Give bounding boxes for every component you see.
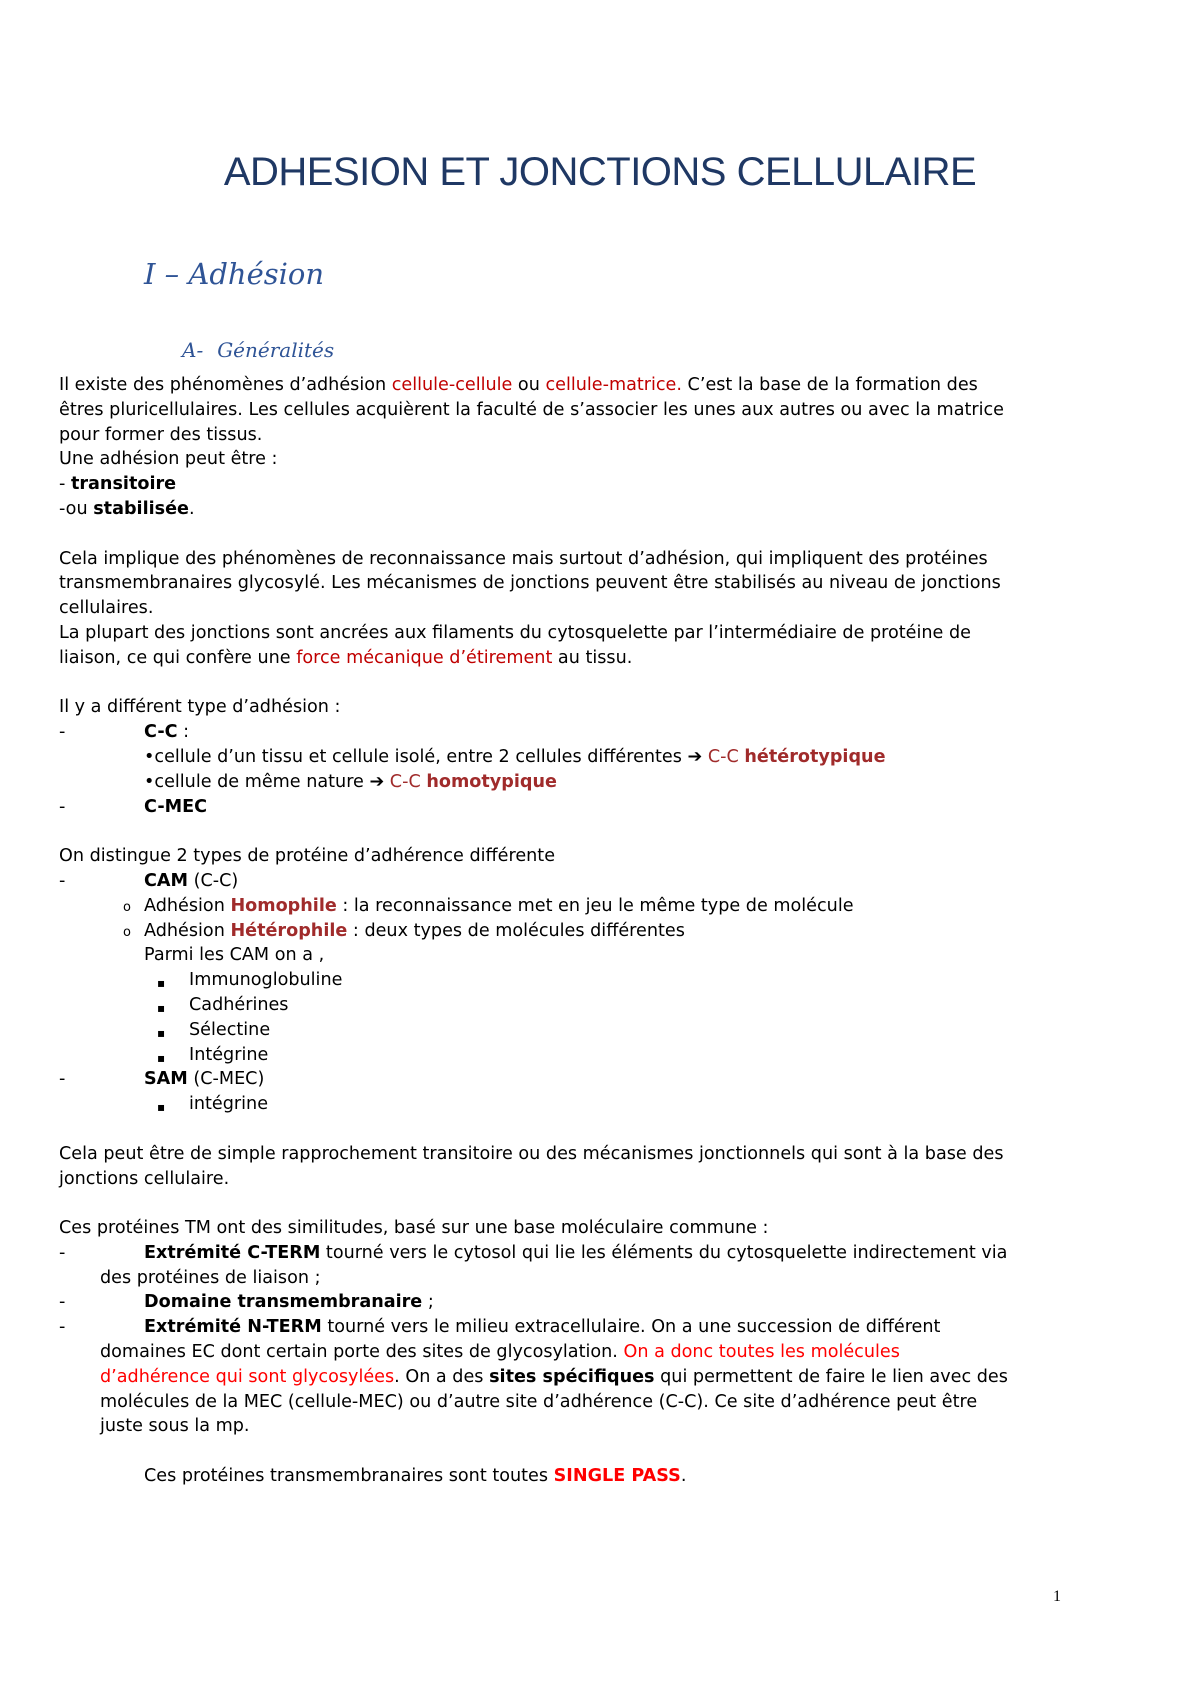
text-line: Une adhésion peut être : bbox=[59, 449, 278, 470]
list-item bbox=[59, 1092, 1159, 1117]
text-run: . On a des bbox=[394, 1366, 490, 1387]
text-run: ou bbox=[512, 375, 546, 395]
text-line: Ces protéines TM ont des similitudes, basé sur une base moléculaire commune : bbox=[59, 1218, 769, 1239]
text-run: C-C bbox=[384, 771, 427, 792]
text-run: - bbox=[59, 474, 71, 495]
text-run: Adhésion bbox=[144, 895, 231, 916]
list-item bbox=[59, 770, 1159, 795]
text-line bbox=[59, 1390, 1159, 1415]
square-bullet-icon: ▪ bbox=[157, 1050, 166, 1065]
highlight-force-mecanique: force mécanique d’étirement bbox=[296, 647, 553, 668]
text-line bbox=[59, 1365, 1159, 1390]
text-run: : deux types de molécules différentes bbox=[347, 920, 685, 941]
circle-bullet-icon: o bbox=[123, 924, 131, 940]
highlight-glycosylees: On a donc toutes les molécules bbox=[623, 1342, 900, 1363]
term-c-c: C-C bbox=[144, 722, 178, 743]
text-line bbox=[59, 1340, 1159, 1365]
text-run: C’est la base de la formation des bbox=[681, 375, 978, 395]
list-item bbox=[59, 795, 1159, 820]
dash-bullet: - bbox=[59, 870, 66, 891]
term-cam: CAM bbox=[144, 870, 189, 891]
sam-item: intégrine bbox=[189, 1094, 269, 1115]
paragraph-gap bbox=[59, 1191, 1159, 1216]
term-sites-specifiques: sites spécifiques bbox=[489, 1366, 655, 1387]
text-run: Adhésion bbox=[144, 920, 231, 941]
text-run: : la reconnaissance met en jeu le même type de molécule bbox=[336, 895, 854, 916]
arrow-right-icon: ➔ bbox=[687, 746, 703, 767]
subsection-number: A- bbox=[182, 338, 204, 362]
paragraph-gap bbox=[59, 1117, 1159, 1142]
list-item bbox=[59, 919, 1159, 944]
text-line bbox=[59, 373, 1159, 398]
square-bullet-icon: ▪ bbox=[157, 1025, 166, 1040]
text-line bbox=[59, 646, 1159, 671]
term-heterotypique: hétérotypique bbox=[744, 746, 886, 767]
paragraph-gap bbox=[59, 671, 1159, 696]
text-run: : bbox=[177, 722, 190, 743]
text-run: au tissu. bbox=[552, 647, 633, 668]
bullet-icon: • bbox=[144, 771, 155, 792]
highlight-cellule-matrice: cellule-matrice. bbox=[545, 375, 682, 395]
list-item bbox=[59, 1315, 1159, 1340]
text-line: jonctions cellulaire. bbox=[59, 1168, 230, 1189]
list-item bbox=[59, 894, 1159, 919]
text-run: Ces protéines transmembranaires sont toutes bbox=[144, 1466, 554, 1487]
cam-item: Sélectine bbox=[189, 1019, 271, 1040]
text-line bbox=[59, 943, 1159, 968]
dash-bullet: - bbox=[59, 1317, 66, 1338]
list-item bbox=[59, 1043, 1159, 1068]
text-line: Cela peut être de simple rapprochement transitoire ou des mécanismes jonctionnels qui sont à la base des bbox=[59, 1143, 1004, 1164]
text-line bbox=[59, 1414, 1159, 1439]
term-n-term: Extrémité N-TERM bbox=[144, 1317, 322, 1338]
text-run: tourné vers le milieu extracellulaire. On a une succession de différent bbox=[321, 1317, 941, 1338]
text-run: domaines EC dont certain porte des sites de glycosylation. bbox=[100, 1342, 624, 1363]
cam-item: Cadhérines bbox=[189, 994, 289, 1015]
dash-bullet: - bbox=[59, 796, 66, 817]
text-line: cellulaires. bbox=[59, 598, 154, 619]
text-run: -ou bbox=[59, 498, 94, 519]
text-run: (C-C) bbox=[188, 870, 239, 891]
text-run: tourné vers le cytosol qui lie les éléments du cytosquelette indirectement via bbox=[320, 1242, 1008, 1263]
circle-bullet-icon: o bbox=[123, 899, 131, 915]
page-number: 1 bbox=[1053, 1588, 1061, 1605]
term-heterophile: Hétérophile bbox=[230, 920, 348, 941]
text-run: juste sous la mp. bbox=[100, 1416, 250, 1437]
text-run: . bbox=[680, 1466, 687, 1487]
term-single-pass: SINGLE PASS bbox=[553, 1466, 681, 1487]
text-run: cellule de même nature bbox=[154, 771, 370, 792]
paragraph-gap bbox=[59, 819, 1159, 844]
dash-bullet: - bbox=[59, 1069, 66, 1090]
term-c-mec: C-MEC bbox=[144, 796, 208, 817]
text-run: cellule d’un tissu et cellule isolé, entre 2 cellules différentes bbox=[154, 746, 688, 767]
list-item bbox=[59, 1018, 1159, 1043]
text-run: ; bbox=[422, 1292, 434, 1313]
list-item bbox=[59, 968, 1159, 993]
paragraph-gap bbox=[59, 522, 1159, 547]
text-line: pour former des tissus. bbox=[59, 424, 263, 445]
text-line bbox=[59, 497, 1159, 522]
text-run: Parmi les CAM on a , bbox=[144, 945, 325, 966]
dash-bullet: - bbox=[59, 1242, 66, 1263]
section-heading-adhesion: I – Adhésion bbox=[144, 257, 325, 291]
list-item bbox=[59, 1290, 1159, 1315]
arrow-right-icon: ➔ bbox=[369, 771, 385, 792]
bullet-icon: • bbox=[144, 746, 155, 767]
term-stabilisee: stabilisée bbox=[93, 498, 189, 519]
term-homotypique: homotypique bbox=[426, 771, 557, 792]
term-sam: SAM bbox=[144, 1069, 188, 1090]
text-line bbox=[59, 1266, 1159, 1291]
text-line: Cela implique des phénomènes de reconnaissance mais surtout d’adhésion, qui impliquent des protéines bbox=[59, 548, 988, 569]
square-bullet-icon: ▪ bbox=[157, 1000, 166, 1015]
text-line bbox=[59, 472, 1159, 497]
list-item bbox=[59, 1067, 1159, 1092]
text-line: La plupart des jonctions sont ancrées aux filaments du cytosquelette par l’intermédiaire de protéine de bbox=[59, 622, 971, 643]
cam-item: Immunoglobuline bbox=[189, 970, 343, 991]
term-c-term: Extrémité C-TERM bbox=[144, 1242, 321, 1263]
list-item bbox=[59, 745, 1159, 770]
square-bullet-icon: ▪ bbox=[157, 1100, 166, 1115]
text-line: transmembranaires glycosylé. Les mécanismes de jonctions peuvent être stabilisés au niveau de jonctions bbox=[59, 573, 1001, 594]
dash-bullet: - bbox=[59, 722, 66, 743]
term-domaine-transmembranaire: Domaine transmembranaire bbox=[144, 1292, 423, 1313]
document-body bbox=[59, 373, 1159, 1489]
text-line: Il y a différent type d’adhésion : bbox=[59, 697, 341, 718]
highlight-cellule-cellule: cellule-cellule bbox=[391, 375, 513, 395]
subsection-heading-generalites bbox=[182, 338, 334, 362]
text-run: qui permettent de faire le lien avec des bbox=[654, 1366, 1008, 1387]
text-run: des protéines de liaison ; bbox=[100, 1267, 321, 1288]
term-homophile: Homophile bbox=[230, 895, 337, 916]
term-transitoire: transitoire bbox=[70, 474, 177, 495]
list-item bbox=[59, 869, 1159, 894]
cam-item: Intégrine bbox=[189, 1044, 269, 1065]
text-run: (C-MEC) bbox=[187, 1069, 265, 1090]
subsection-label: Généralités bbox=[217, 338, 335, 362]
text-line bbox=[59, 1464, 1159, 1489]
text-run: C-C bbox=[702, 746, 745, 767]
text-line: êtres pluricellulaires. Les cellules acquièrent la faculté de s’associer les unes aux autres ou avec la matrice bbox=[59, 399, 1004, 420]
list-item bbox=[59, 720, 1159, 745]
text-run: Il existe des phénomènes d’adhésion bbox=[59, 375, 392, 395]
list-item bbox=[59, 1241, 1159, 1266]
text-run: . bbox=[188, 498, 195, 519]
list-item bbox=[59, 993, 1159, 1018]
dash-bullet: - bbox=[59, 1292, 66, 1313]
text-line: On distingue 2 types de protéine d’adhérence différente bbox=[59, 846, 556, 867]
document-title: ADHESION ET JONCTIONS CELLULAIRE bbox=[223, 150, 977, 194]
text-run: molécules de la MEC (cellule-MEC) ou d’autre site d’adhérence (C-C). Ce site d’adhérence peut être bbox=[100, 1391, 978, 1412]
highlight-glycosylees: d’adhérence qui sont glycosylées bbox=[100, 1366, 395, 1387]
text-run: liaison, ce qui confère une bbox=[59, 647, 297, 668]
paragraph-gap bbox=[59, 1439, 1159, 1464]
square-bullet-icon: ▪ bbox=[157, 976, 166, 991]
